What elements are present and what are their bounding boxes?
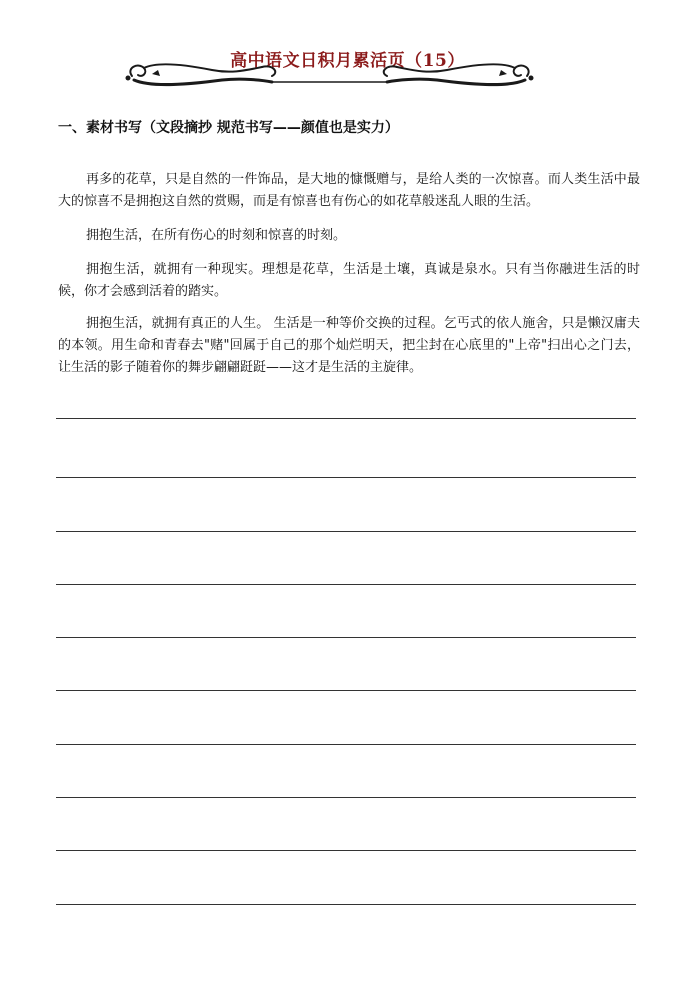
page-title: 高中语文日积月累活页（15） bbox=[230, 51, 465, 71]
passage-paragraph-4: 拥抱生活，就拥有真正的人生。 生活是一种等价交换的过程。乞丐式的依人施舍，只是懒汉庸夫的本领。用生命和青春去"赌"回属于自己的那个灿烂明天，把尘封在心底里的"上帝"扫出心之门去，让生活的影子随着你的舞步翩翩跹跹——这才是生活的主旋律。 bbox=[58, 316, 640, 375]
passage-paragraph-2: 拥抱生活，在所有伤心的时刻和惊喜的时刻。 bbox=[86, 228, 347, 243]
writing-line[interactable] bbox=[56, 637, 636, 638]
writing-lines-area bbox=[56, 0, 636, 983]
writing-line[interactable] bbox=[56, 850, 636, 851]
passage-paragraph-1: 再多的花草，只是自然的一件饰品，是大地的慷慨赠与，是给人类的一次惊喜。而人类生活中最大的惊喜不是拥抱这自然的赏赐，而是有惊喜也有伤心的如花草般迷乱人眼的生活。 bbox=[58, 172, 640, 209]
writing-line[interactable] bbox=[56, 797, 636, 798]
writing-line[interactable] bbox=[56, 744, 636, 745]
writing-line[interactable] bbox=[56, 418, 636, 419]
writing-line[interactable] bbox=[56, 531, 636, 532]
writing-line[interactable] bbox=[56, 904, 636, 905]
section-heading: 一、素材书写（文段摘抄 规范书写——颜值也是实力） bbox=[58, 120, 399, 136]
passage-paragraph-3: 拥抱生活，就拥有一种现实。理想是花草，生活是土壤，真诚是泉水。只有当你融进生活的时候，你才会感到活着的踏实。 bbox=[58, 262, 640, 299]
writing-line[interactable] bbox=[56, 690, 636, 691]
writing-line[interactable] bbox=[56, 477, 636, 478]
writing-line[interactable] bbox=[56, 584, 636, 585]
